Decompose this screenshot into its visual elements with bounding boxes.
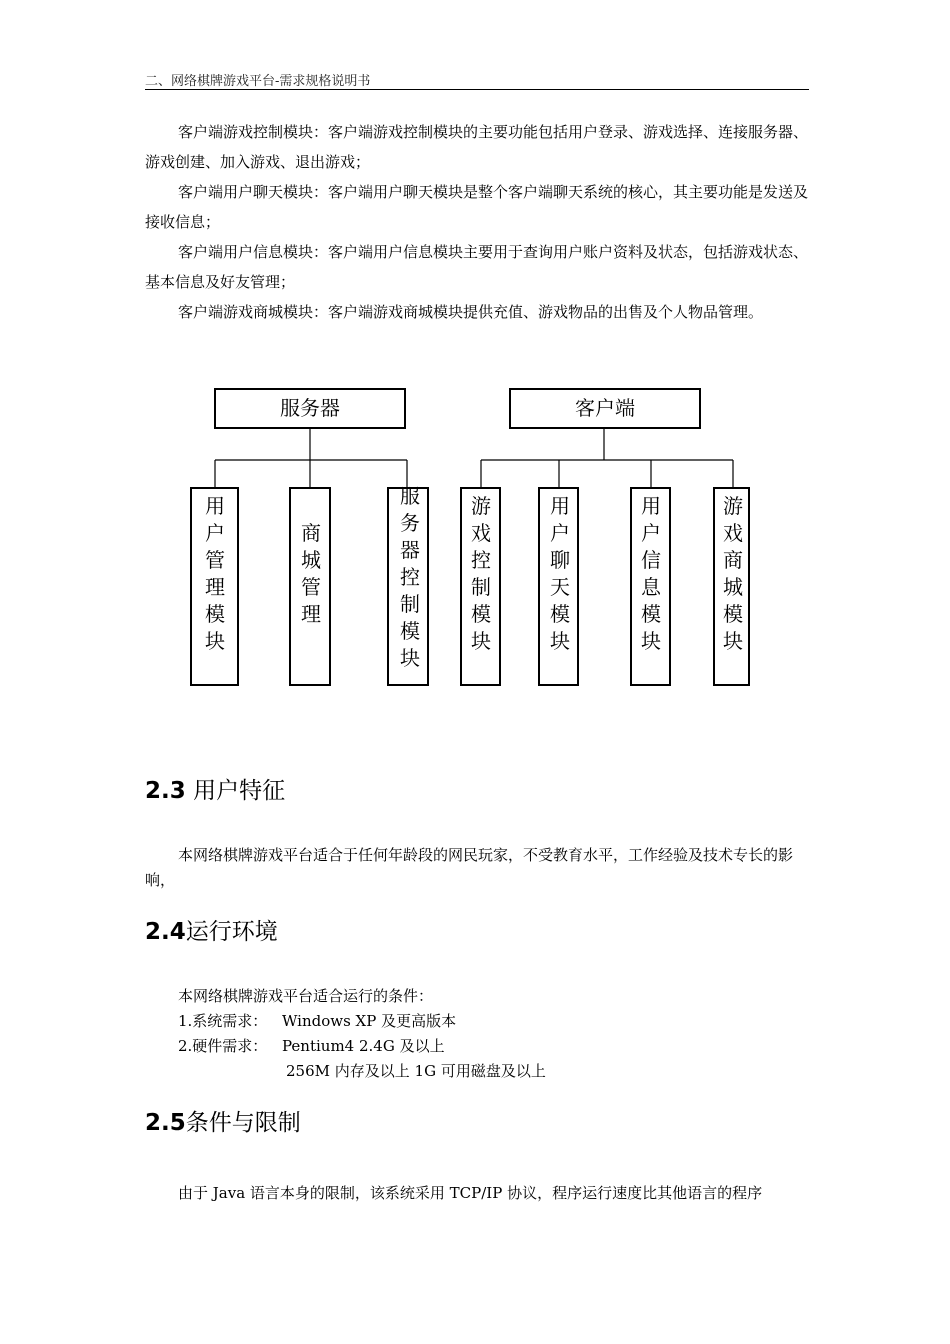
module-user-info: 用户信息模块 [641, 494, 661, 653]
paragraph-constraints: 由于 Java 语言本身的限制，该系统采用 TCP/IP 协议，程序运行速度比其他语言的程序 [178, 1184, 763, 1202]
section-number: 2.4 [145, 919, 186, 945]
header-title: 二、网络棋牌游戏平台-需求规格说明书 [145, 74, 371, 89]
req1-value: Windows XP 及更高版本 [282, 1012, 457, 1030]
section-heading-2-3 [145, 772, 285, 805]
req2-label: 2.硬件需求： [178, 1037, 268, 1055]
paragraph: 客户端游戏控制模块：客户端游戏控制模块的主要功能包括用户登录、游戏选择、连接服务器、游戏创建、加入游戏、退出游戏； [145, 123, 809, 171]
page-header [145, 64, 809, 90]
module-user-management: 用户管理模块 [205, 494, 225, 653]
module-user-chat: 用户聊天模块 [550, 494, 570, 653]
module-server-control: 服务器控制模块 [400, 484, 420, 670]
paragraph: 客户端用户信息模块：客户端用户信息模块主要用于查询用户账户资料及状态，包括游戏状态、基本信息及好友管理； [145, 243, 809, 291]
intro-section [145, 117, 809, 327]
section-heading-2-4 [145, 913, 278, 946]
section-title: 用户特征 [193, 778, 286, 804]
module-mall-management: 商城管理 [301, 521, 321, 626]
paragraph: 客户端用户聊天模块：客户端用户聊天模块是整个客户端聊天系统的核心，其主要功能是发送及接收信息； [145, 183, 809, 231]
module-game-control: 游戏控制模块 [471, 494, 491, 653]
paragraph-user-characteristics: 本网络棋牌游戏平台适合于任何年龄段的网民玩家，不受教育水平，工作经验及技术专长的影响， [145, 846, 794, 889]
module-structure-diagram [0, 380, 950, 700]
client-box-title: 客户端 [575, 396, 635, 420]
req1-label: 1.系统需求： [178, 1012, 268, 1030]
module-game-mall: 游戏商城模块 [723, 494, 743, 653]
req2-value: Pentium4 2.4G 及以上 [282, 1037, 445, 1055]
section-heading-2-5 [145, 1104, 301, 1137]
section-title: 运行环境 [185, 919, 278, 945]
section-title: 条件与限制 [185, 1110, 301, 1136]
server-box-title: 服务器 [280, 396, 340, 420]
paragraph: 客户端游戏商城模块：客户端游戏商城模块提供充值、游戏物品的出售及个人物品管理。 [178, 303, 764, 321]
req2-value-2: 256M 内存及以上 1G 可用磁盘及以上 [286, 1062, 546, 1080]
env-intro: 本网络棋牌游戏平台适合运行的条件： [178, 987, 434, 1005]
section-number: 2.5 [145, 1110, 186, 1136]
section-number: 2.3 [145, 778, 186, 804]
